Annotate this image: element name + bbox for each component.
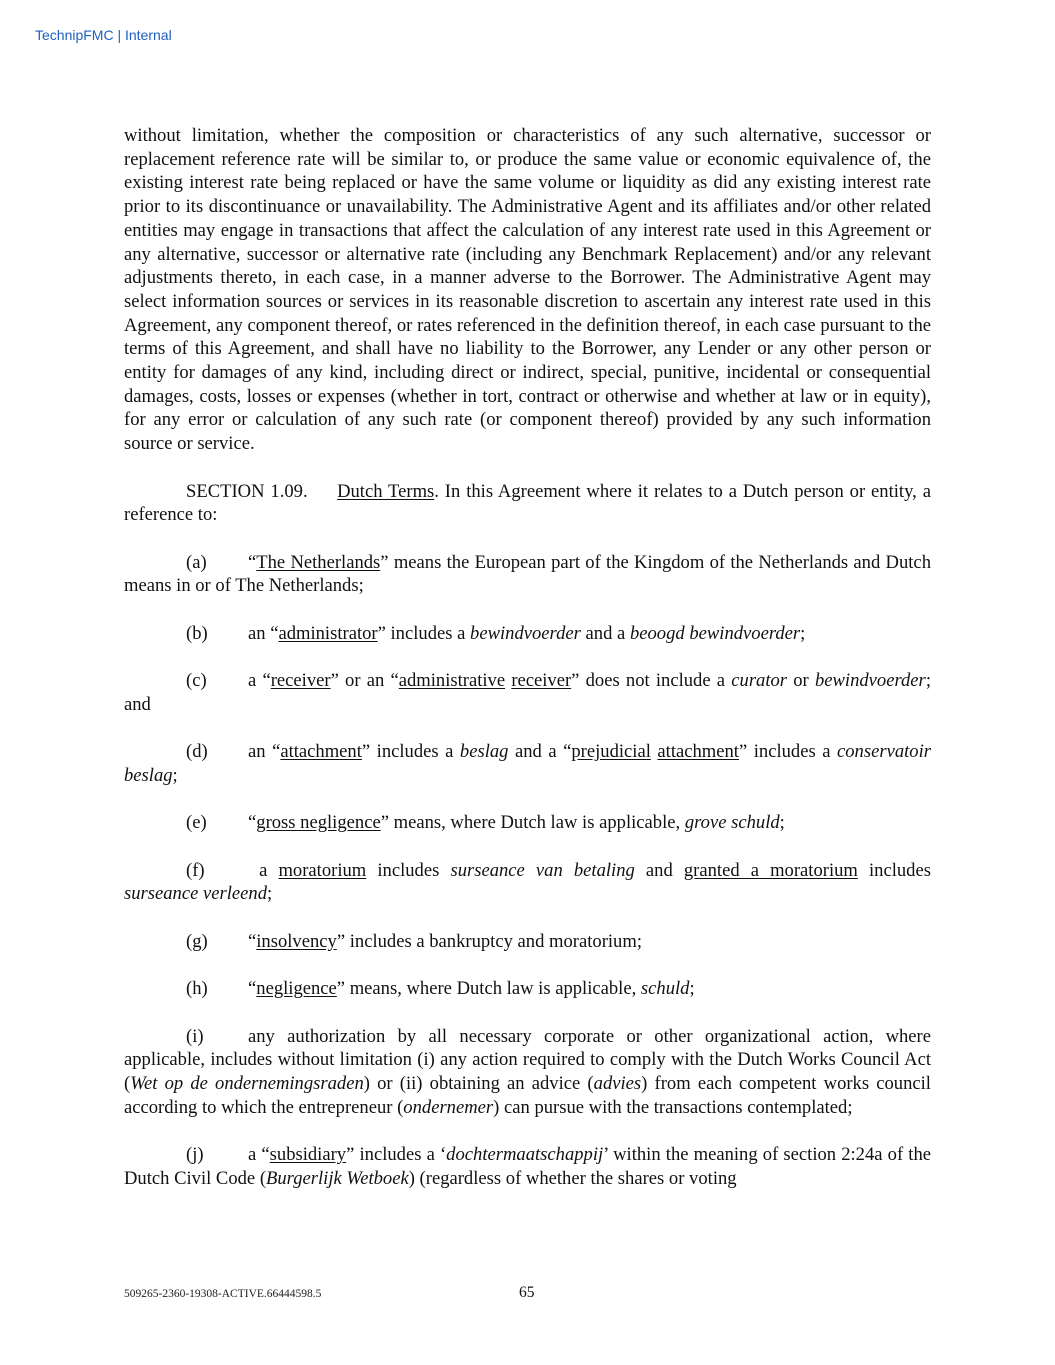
footer-document-id: 509265-2360-19308-ACTIVE.66444598.5 (124, 1288, 322, 1300)
continuation-paragraph: without limitation, whether the composition or characteristics of any such alternative, successor or replacement reference rate will be similar to, or produce the same value or economic equivalence of, the existing interest rate being replaced or have the same volume or liquidity as did any existing interest rate prior to its discontinuance or unavailability. The Administrative Agent and its affiliates and/or other related entities may engage in transactions that affect the calculation of any interest rate used in this Agreement or any alternative, successor or alternative rate (including any Benchmark Replacement) and/or any relevant adjustments thereto, in each case, in a manner adverse to the Borrower. The Administrative Agent may select information sources or services in its reasonable discretion to ascertain any interest rate used in this Agreement, any component thereof, or rates referenced in the definition thereof, in each case pursuant to the terms of this Agreement, and shall have no liability to the Borrower, any Lender or any other person or entity for damages of any kind, including direct or indirect, special, punitive, incidental or consequential damages, costs, losses or expenses (whether in tort, contract or otherwise and whether at law or in equity), for any error or calculation of any such rate (or component thereof) provided by any such information source or service. (124, 125, 931, 455)
item-c: (c) a “receiver” or an “administrative receiver” does not include a curator or bewindvoerder; and (124, 670, 931, 715)
document-body (124, 124, 931, 1190)
page-number: 65 (519, 1284, 535, 1301)
section-title: Dutch Terms (337, 480, 435, 502)
section-number: SECTION 1.09. (186, 480, 308, 502)
section-heading-paragraph (124, 480, 931, 527)
item-f: (f) a moratorium includes surseance van betaling and granted a moratorium includes surseance verleend; (124, 859, 931, 905)
section-intro: . In this Agreement where it relates to a Dutch person or entity, a reference to: (124, 480, 931, 526)
classification-label: TechnipFMC | Internal (35, 27, 172, 43)
item-j: (j) a “subsidiary” includes a ‘dochtermaatschappij’ within the meaning of section 2:24a of the Dutch Civil Code (Burgerlijk Wetboek) (regardless of whether the shares or voting (124, 1144, 932, 1189)
item-i: (i) any authorization by all necessary corporate or other organizational action, where applicable, includes without limitation (i) any action required to comply with the Dutch Works Council Act (Wet op de ondernemingsraden) or (ii) obtaining an advice (advies) from each competent works council according to which the entrepreneur (ondernemer) can pursue with the transactions contemplated; (124, 1025, 931, 1118)
item-g: (g) “insolvency” includes a bankruptcy and moratorium; (186, 930, 642, 952)
item-h: (h) “negligence” means, where Dutch law is applicable, schuld; (186, 978, 695, 1000)
item-a: (a) “The Netherlands” means the European part of the Kingdom of the Netherlands and Dutch means in or of The Netherlands; (124, 551, 931, 597)
item-e: (e) “gross negligence” means, where Dutch law is applicable, grove schuld; (186, 812, 785, 834)
item-b: (b) an “administrator” includes a bewindvoerder and a beoogd bewindvoerder; (186, 622, 806, 644)
item-d: (d) an “attachment” includes a beslag and a “prejudicial attachment” includes a conservatoir beslag; (124, 741, 931, 786)
